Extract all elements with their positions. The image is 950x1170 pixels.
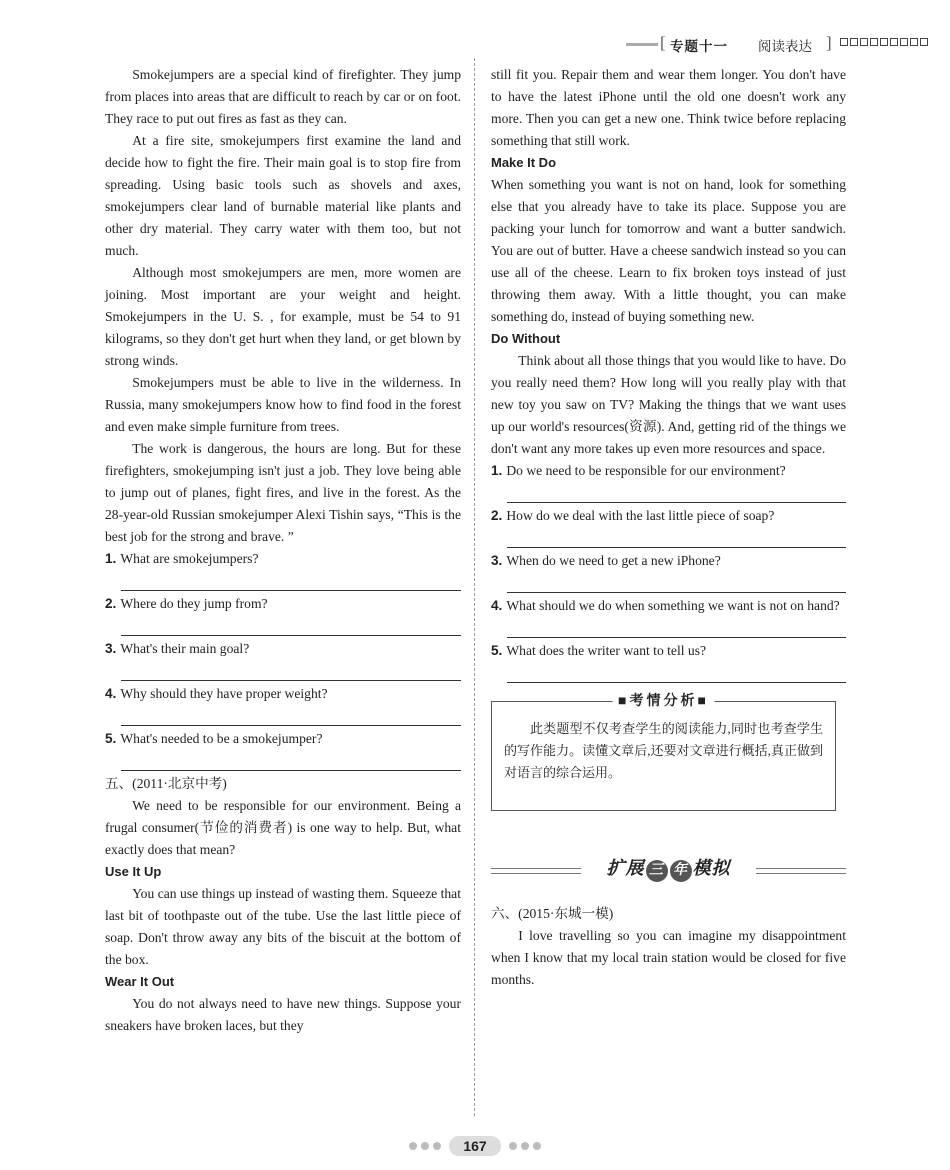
footer-dot xyxy=(509,1142,517,1150)
page-header xyxy=(626,34,920,54)
banner-text-pre: 扩展 xyxy=(606,858,645,878)
question-text: Do we need to be responsible for our environment? xyxy=(506,463,786,478)
wear-it-out-text: You do not always need to have new things. Suppose your sneakers have broken laces, but they xyxy=(105,996,461,1033)
question-number: 3. xyxy=(491,553,503,568)
question-item xyxy=(491,550,846,572)
use-it-up-text: You can use things up instead of wasting them. Squeeze that last bit of toothpaste out of the tube. Use the last little piece of soap. Don't throw away any bits of the biscuit at the bottom of the box. xyxy=(105,886,461,967)
answer-line[interactable] xyxy=(507,662,846,683)
make-it-do-text: When something you want is not on hand, look for something else that you already have to take its place. Suppose you are packing your lunch for tomorrow and want a butter sandwich. You are out of butter. Have a cheese sandwich instead so you can use all of the cheese. Learn to fix broken toys instead of just throwing them away. With a little thought, you can make something do, instead of buying something new. xyxy=(491,177,846,324)
section6-text: I love travelling so you can imagine my disappointment when I know that my local train station would be closed for five months. xyxy=(491,928,846,987)
question-text: When do we need to get a new iPhone? xyxy=(506,553,721,568)
make-it-do-heading: Make It Do xyxy=(491,155,557,170)
banner-bar-right xyxy=(756,868,846,874)
answer-line[interactable] xyxy=(121,750,461,771)
question-text: Where do they jump from? xyxy=(120,596,268,611)
question-number: 2. xyxy=(105,596,117,611)
header-topic: 专题十一 xyxy=(670,39,728,54)
header-bracket-right: ] xyxy=(826,33,832,52)
answer-line[interactable] xyxy=(121,570,461,591)
question-number: 5. xyxy=(491,643,503,658)
answer-line[interactable] xyxy=(121,705,461,726)
answer-line[interactable] xyxy=(121,660,461,681)
exam-analysis-box xyxy=(491,694,836,811)
passage4-paragraph-3: Although most smokejumpers are men, more women are joining. Most important are your weight and height. Smokejumpers in the U. S. , for example, must be 54 to 91 kilograms, so they don't get hurt when they land, or get blown by strong winds. xyxy=(105,265,461,368)
question-number: 5. xyxy=(105,731,117,746)
footer-dot xyxy=(409,1142,417,1150)
right-column xyxy=(491,64,846,991)
question-item xyxy=(105,683,461,705)
question-item xyxy=(105,638,461,660)
answer-line[interactable] xyxy=(507,482,846,503)
section6-title: 六、(2015·东城一模) xyxy=(491,906,614,921)
passage4-paragraph-2: At a fire site, smokejumpers first examine the land and decide how to fight the fire. Their main goal is to stop fire from spreading. Using basic tools such as shovels and axes, smokejumpers clear land of burnable material like plants and other dry material. They carry water with them too, but not much. xyxy=(105,133,461,258)
question-item xyxy=(105,593,461,615)
answer-line[interactable] xyxy=(121,615,461,636)
question-number: 4. xyxy=(105,686,117,701)
footer-dot xyxy=(433,1142,441,1150)
header-bracket-left: [ xyxy=(660,33,666,52)
question-item xyxy=(105,728,461,750)
answer-line[interactable] xyxy=(507,572,846,593)
section5-intro: We need to be responsible for our environment. Being a frugal consumer(节俭的消费者) is one way to help. But, what exactly does that mean? xyxy=(105,798,461,857)
answer-line[interactable] xyxy=(507,617,846,638)
question-text: What does the writer want to tell us? xyxy=(506,643,707,658)
do-without-text: Think about all those things that you would like to have. Do you really need them? How long will you really play with that new toy you saw on TV? Making the things that we want uses up our world's resources(资源). And, getting rid of the things we don't want any more takes up even more resources and space. xyxy=(491,353,846,456)
footer-dot xyxy=(533,1142,541,1150)
passage4-paragraph-4: Smokejumpers must be able to live in the wilderness. In Russia, many smokejumpers know how to find food in the forest and even make simple furniture from trees. xyxy=(105,375,461,434)
column-divider xyxy=(474,58,475,1116)
question-text: What's needed to be a smokejumper? xyxy=(120,731,323,746)
page-number: 167 xyxy=(449,1136,500,1156)
answer-line[interactable] xyxy=(507,527,846,548)
header-title: 阅读表达 xyxy=(758,39,812,54)
question-number: 3. xyxy=(105,641,117,656)
header-rule xyxy=(626,43,658,46)
question-item xyxy=(491,640,846,662)
wear-it-out-continued: still fit you. Repair them and wear them longer. You don't have to have the latest iPhone until the old one doesn't work any more. Then you can get a new one. Think twice before replacing something that still work. xyxy=(491,67,846,148)
footer-dot xyxy=(421,1142,429,1150)
left-column xyxy=(105,64,461,1037)
banner-text-post: 模拟 xyxy=(692,858,731,878)
practice-banner xyxy=(491,857,846,883)
page-footer xyxy=(0,1136,950,1156)
banner-bar-left xyxy=(491,868,581,874)
question-item xyxy=(491,595,846,617)
banner-circle-2: 年 xyxy=(670,860,692,882)
question-text: Why should they have proper weight? xyxy=(120,686,328,701)
use-it-up-heading: Use It Up xyxy=(105,864,162,879)
passage4-paragraph-1: Smokejumpers are a special kind of firefighter. They jump from places into areas that are difficult to reach by car or on foot. They race to put out fires as fast as they can. xyxy=(105,67,461,126)
footer-dot xyxy=(521,1142,529,1150)
question-text: What should we do when something we want is not on hand? xyxy=(506,598,840,613)
exam-analysis-text: 此类题型不仅考查学生的阅读能力,同时也考查学生的写作能力。读懂文章后,还要对文章进行概括,真正做到对语言的综合运用。 xyxy=(504,721,823,780)
wear-it-out-heading: Wear It Out xyxy=(105,974,175,989)
banner-title xyxy=(607,857,731,882)
do-without-heading: Do Without xyxy=(491,331,561,346)
passage4-paragraph-5: The work is dangerous, the hours are long. But for these firefighters, smokejumping isn't just a job. They love being able to jump out of planes, fight fires, and live in the forest. As the 28-year-old Russian smokejumper Alexi Tishin says, “This is the best job for the strong and brave. ” xyxy=(105,441,461,544)
question-number: 2. xyxy=(491,508,503,523)
banner-circle-1: 三 xyxy=(646,860,668,882)
question-number: 1. xyxy=(105,551,117,566)
question-item xyxy=(491,460,846,482)
section5-title: 五、(2011·北京中考) xyxy=(105,776,227,791)
question-number: 1. xyxy=(491,463,503,478)
question-text: What are smokejumpers? xyxy=(120,551,259,566)
question-number: 4. xyxy=(491,598,503,613)
question-text: How do we deal with the last little piece of soap? xyxy=(506,508,775,523)
question-text: What's their main goal? xyxy=(120,641,250,656)
exam-analysis-label: ■考情分析■ xyxy=(612,691,715,713)
question-item xyxy=(105,548,461,570)
question-item xyxy=(491,505,846,527)
header-squares-decoration xyxy=(840,38,928,46)
